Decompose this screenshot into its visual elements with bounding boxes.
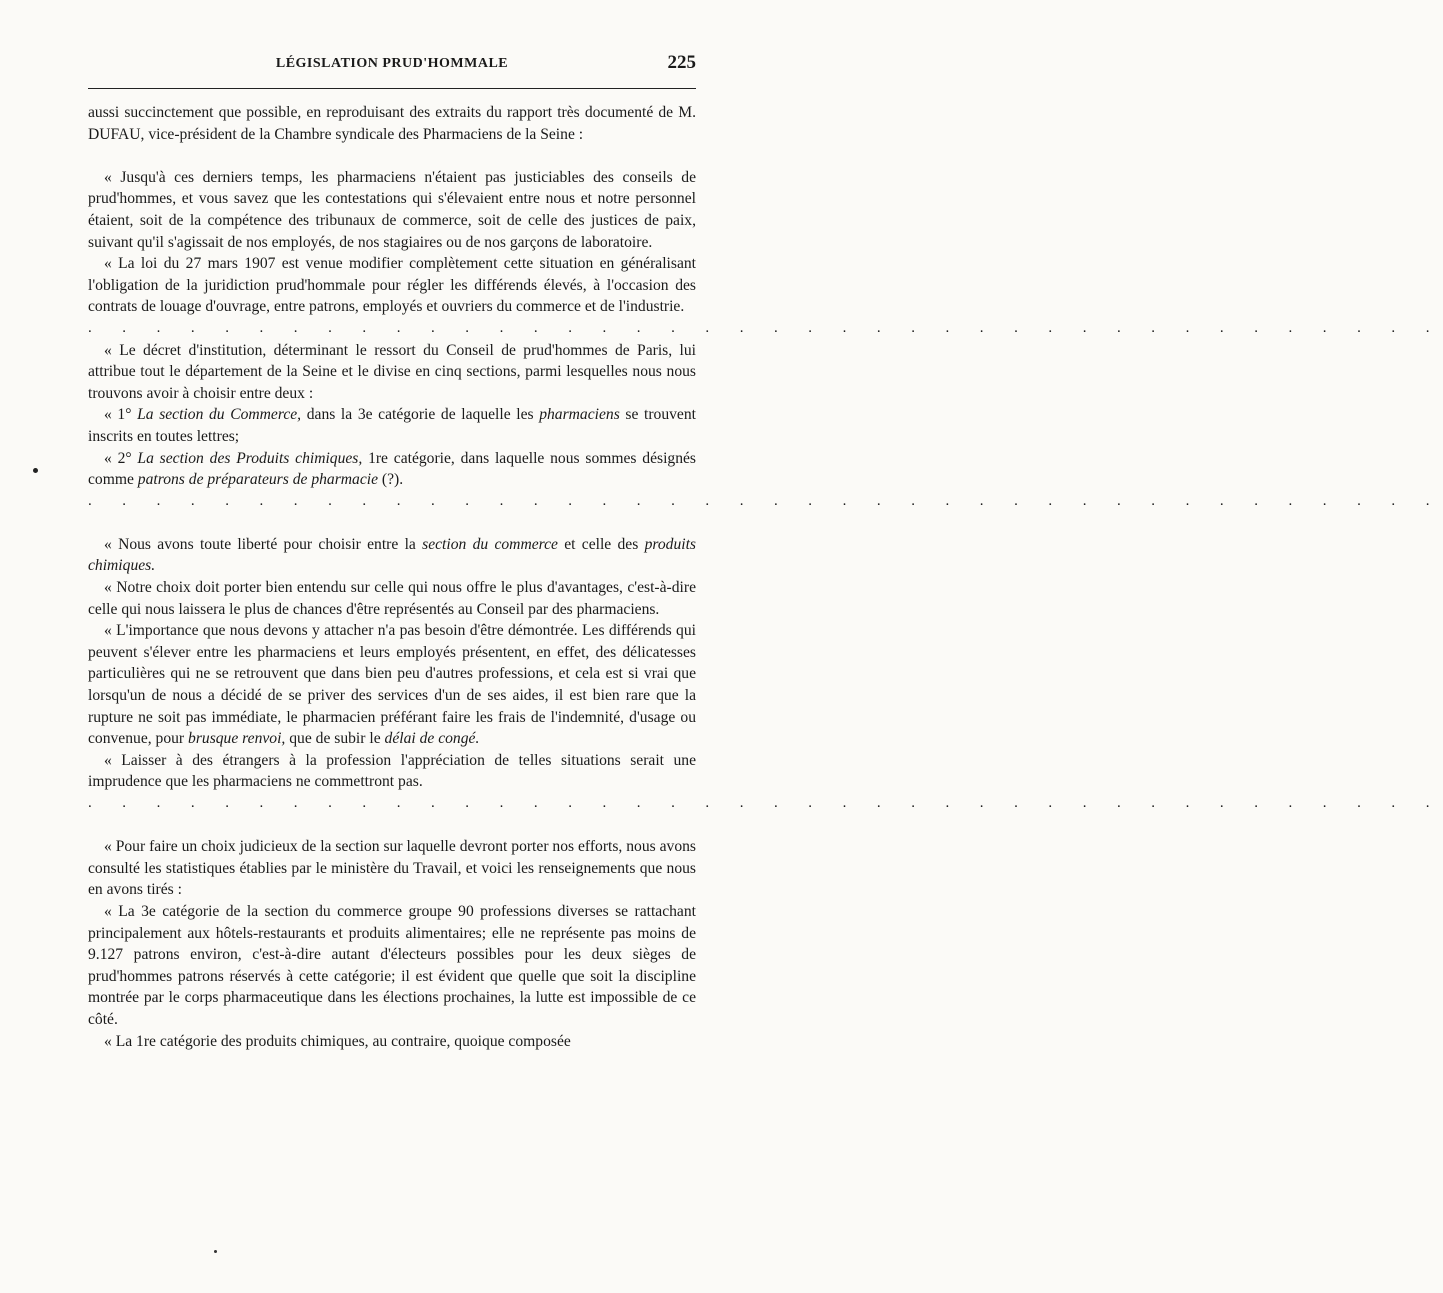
- paragraph: « Le décret d'institution, déterminant le ressort du Conseil de prud'hommes de Paris, lui attribue tout le département de la Seine et le divise en cinq sections, parmi lesquelles nous nous trouvons avoir à choisir entre deux :: [88, 341, 696, 402]
- paragraph: « 2° La section des Produits chimiques, 1re catégorie, dans laquelle nous sommes désignés comme patrons de préparateurs de pharmacie (?).: [88, 449, 696, 489]
- print-speck: [214, 1250, 217, 1253]
- ellipsis-row: . . . . . . . . . . . . . . . . . . . . . . . . . . . . . . . . . . . . . . . .: [88, 492, 1443, 509]
- paragraph: aussi succinctement que possible, en reproduisant des extraits du rapport très documenté de M. DUFAU, vice-président de la Chambre syndicale des Pharmaciens de la Seine :: [88, 104, 696, 143]
- paragraph: « Laisser à des étrangers à la profession l'appréciation de telles situations serait une imprudence que les pharmaciens ne commettront pas.: [88, 751, 696, 791]
- paragraph: « La 1re catégorie des produits chimiques, au contraire, quoique composée: [104, 1032, 571, 1050]
- paragraph: « Jusqu'à ces derniers temps, les pharmaciens n'étaient pas justiciables des conseils de prud'hommes, et vous savez que les contestations qui s'élevaient entre nous et notre personnel étaient, soit de la compétence des tribunaux de commerce, soit de celle des justices de paix, suivant qu'il s'agissait de nos employés, de nos stagiaires ou de nos garçons de laboratoire.: [88, 168, 696, 251]
- paragraph: « Notre choix doit porter bien entendu sur celle qui nous offre le plus d'avantages, c'est-à-dire celle qui nous laissera le plus de chances d'être représentés au Conseil par des pharmaciens.: [88, 579, 696, 618]
- ellipsis-row: . . . . . . . . . . . . . . . . . . . . . . . . . . . . . . . . . . . . . . . .: [88, 319, 1443, 336]
- paragraph: « 1° La section du Commerce, dans la 3e catégorie de laquelle les pharmaciens se trouvent inscrits en toutes lettres;: [88, 406, 696, 445]
- spacer: [88, 145, 696, 167]
- body-text: [88, 102, 1443, 1052]
- spacer: [88, 512, 696, 534]
- running-title: LÉGISLATION PRUD'HOMMALE: [275, 56, 509, 71]
- paragraph: « L'importance que nous devons y attacher n'a pas besoin d'être démontrée. Les différends qui peuvent s'élever entre les pharmaciens et leurs employés présentent, en effet, des délicatesses particulières qui ne se retrouvent que dans bien peu d'autres professions, et cela est si vrai que lorsqu'un de nous a décidé de se priver des services d'un de ses aides, il est bien rare que la rupture ne soit pas immédiate, le pharmacien préférant faire les frais de l'indemnité, d'usage ou convenue, pour brusque renvoi, que de subir le délai de congé.: [88, 622, 696, 748]
- paragraph: « La loi du 27 mars 1907 est venue modifier complètement cette situation en généralisant l'obligation de la juridiction prud'hommale pour régler les différends élevés, à l'occasion des contrats de louage d'ouvrage, entre patrons, employés et ouvriers du commerce et de l'industrie.: [88, 255, 696, 316]
- page-number: 225: [667, 52, 696, 73]
- print-speck: [33, 468, 38, 473]
- page-header: [88, 52, 696, 78]
- ellipsis-row: . . . . . . . . . . . . . . . . . . . . . . . . . . . . . . . . . . . . . . . .: [88, 795, 1443, 811]
- spacer: [88, 815, 696, 837]
- paragraph: « La 3e catégorie de la section du commerce groupe 90 professions diverses se rattachant principalement aux hôtels-restaurants et produits alimentaires; elle ne représente pas moins de 9.127 patrons environ, c'est-à-dire autant d'électeurs possibles pour les deux sièges de prud'hommes patrons réservés à cette catégorie; il est évident que quelle que soit la discipline montrée par le corps pharmaceutique dans les élections prochaines, la lutte est impossible de ce côté.: [88, 902, 696, 1028]
- header-rule: [88, 88, 696, 89]
- paragraph: « Nous avons toute liberté pour choisir entre la section du commerce et celle des produits chimiques.: [88, 535, 696, 575]
- paragraph: « Pour faire un choix judicieux de la section sur laquelle devront porter nos efforts, nous avons consulté les statistiques établies par le ministère du Travail, et voici les renseignements que nous en avons tirés :: [88, 838, 696, 899]
